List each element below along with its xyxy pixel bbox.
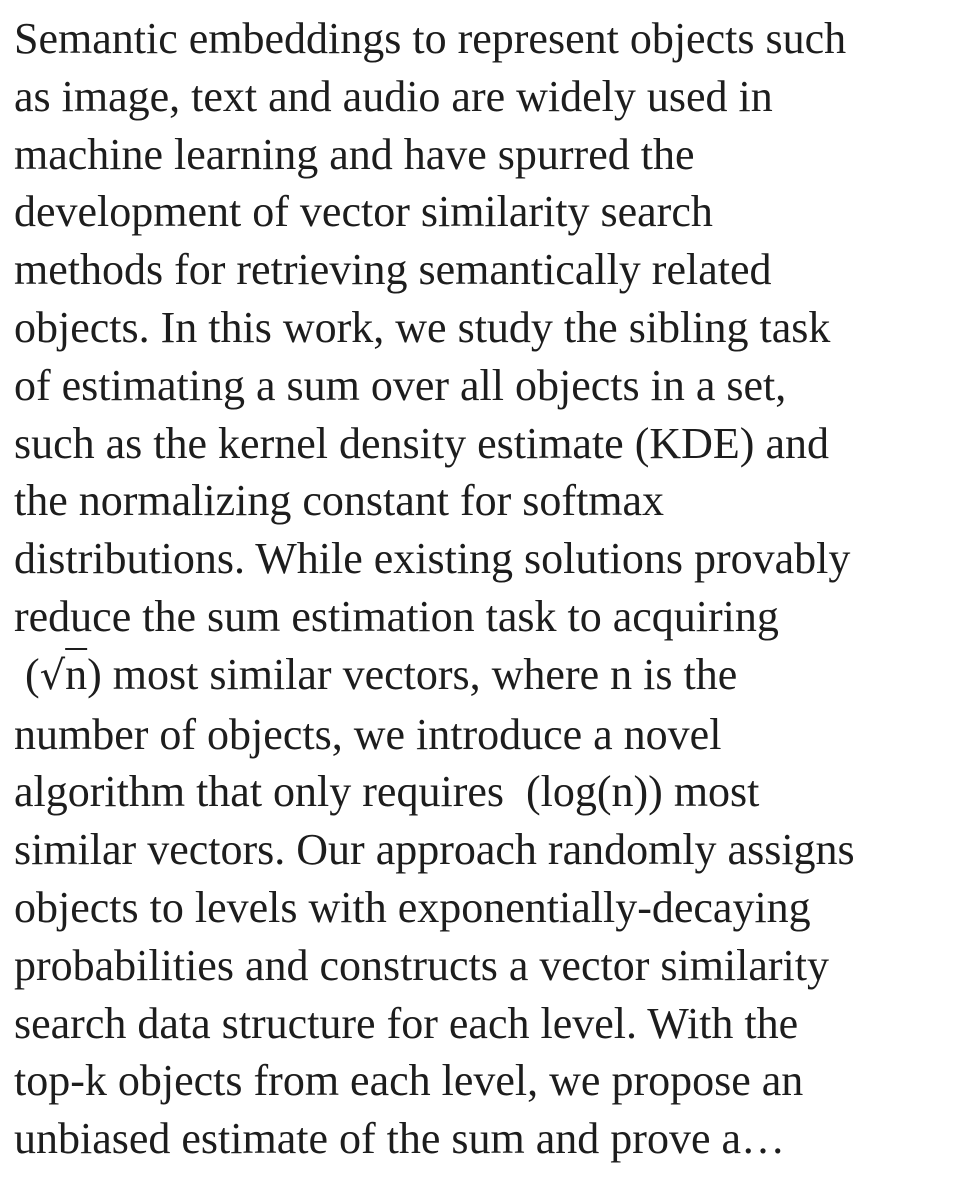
sqrt-open: (: [14, 649, 40, 699]
abstract-line: machine learning and have spurred the: [14, 129, 695, 179]
sqrt-sign: √: [39, 652, 66, 699]
abstract-line: number of objects, we introduce a novel: [14, 709, 722, 759]
abstract-line: probabilities and constructs a vector similarity: [14, 940, 830, 990]
abstract-line: search data structure for each level. With the: [14, 998, 799, 1048]
abstract-line: development of vector similarity search: [14, 187, 713, 237]
abstract-line: of estimating a sum over all objects in a set,: [14, 360, 787, 410]
abstract-line: unbiased estimate of the sum and prove a…: [14, 1114, 786, 1164]
abstract-line: as image, text and audio are widely used in: [14, 71, 773, 121]
abstract-text: [14, 10, 954, 1168]
abstract-line: Semantic embeddings to represent objects such: [14, 14, 847, 63]
abstract-line: such as the kernel density estimate (KDE) and: [14, 418, 829, 468]
abstract-line: methods for retrieving semantically related: [14, 245, 772, 295]
abstract-line: objects to levels with exponentially-decaying: [14, 882, 811, 932]
sqrt-rest: ) most similar vectors, where n is the: [87, 649, 738, 699]
abstract-line: objects. In this work, we study the sibling task: [14, 302, 831, 352]
abstract-line-sqrt: [14, 646, 954, 706]
abstract-line: reduce the sum estimation task to acquiring: [14, 591, 779, 641]
abstract-line: the normalizing constant for softmax: [14, 476, 665, 526]
abstract-line: algorithm that only requires (log(n)) most: [14, 767, 760, 817]
abstract-line: distributions. While existing solutions provably: [14, 534, 851, 584]
sqrt-radicand: n: [65, 649, 88, 699]
abstract-line: similar vectors. Our approach randomly assigns: [14, 825, 855, 875]
abstract-line: top-k objects from each level, we propose an: [14, 1056, 804, 1106]
